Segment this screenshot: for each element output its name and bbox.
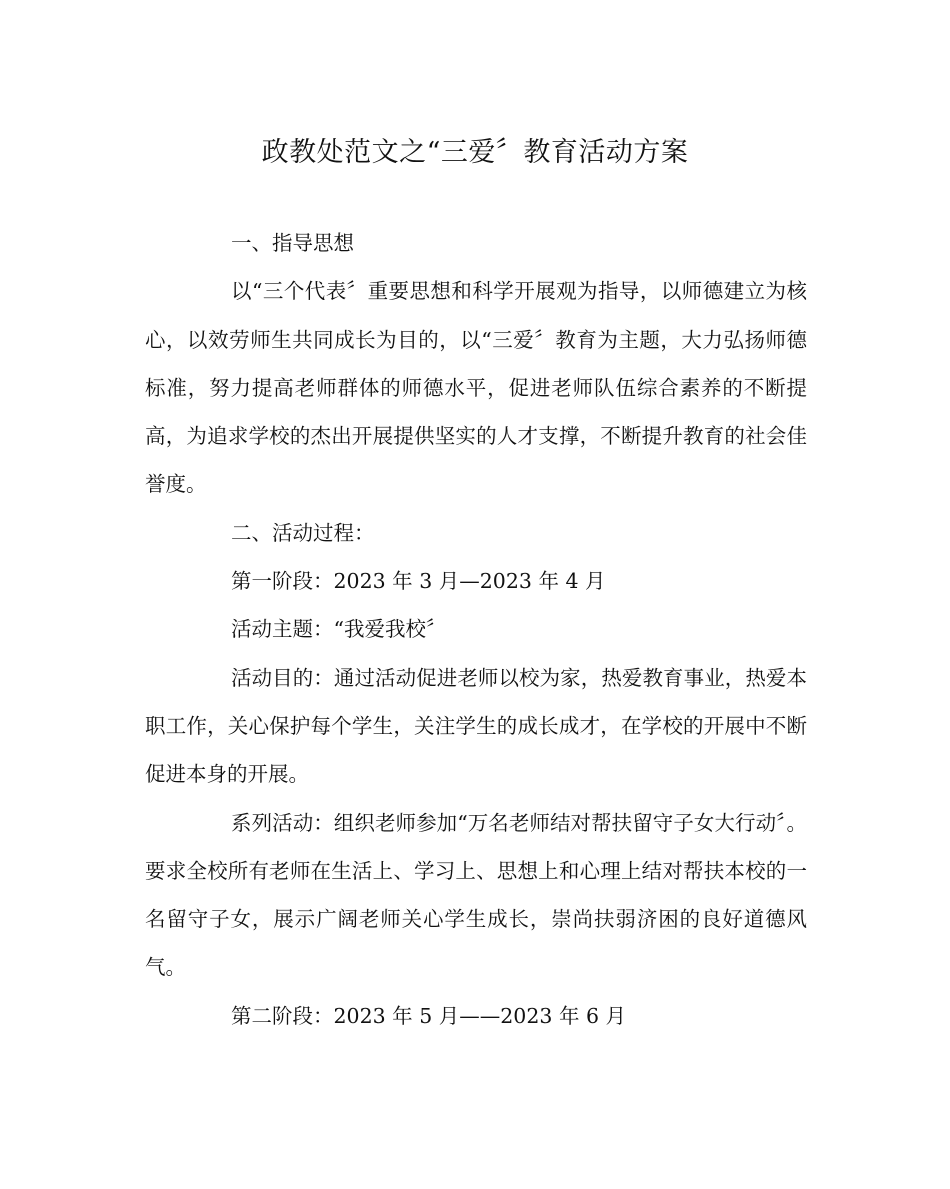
heading-guiding-ideology: 一、指导思想 — [231, 231, 354, 255]
stage-one-dates: 第一阶段：2023 年 3 月—2023 年 4 月 — [231, 569, 606, 594]
document-title: 政教处范文之“三爱〞教育活动方案 — [261, 137, 689, 168]
heading-activity-process: 二、活动过程： — [231, 520, 375, 545]
document-body — [145, 219, 807, 1040]
series-activities: 系列活动：组织老师参加“万名老师结对帮扶留守子女大行动〞。要求全校所有老师在生活上、学习上、思想上和心理上结对帮扶本校的一名留守子女，展示广阔老师关心学生成长，崇尚扶弱济困的良好道德风气。 — [145, 810, 807, 980]
activity-purpose: 活动目的：通过活动促进老师以校为家，热爱教育事业，热爱本职工作，关心保护每个学生，关注学生的成长成才，在学校的开展中不断促进本身的开展。 — [145, 665, 807, 787]
stage-two-dates: 第二阶段：2023 年 5 月——2023 年 6 月 — [231, 1003, 627, 1028]
paragraph-guiding-ideology: 以“三个代表〞重要思想和科学开展观为指导，以师德建立为核心，以效劳师生共同成长为目的，以“三爱〞教育为主题，大力弘扬师德标准，努力提高老师群体的师德水平，促进老师队伍综合素养的不断提高，为追求学校的杰出开展提供坚实的人才支撑，不断提升教育的社会佳誉度。 — [145, 279, 807, 497]
activity-theme: 活动主题：“我爱我校〞 — [231, 617, 447, 642]
